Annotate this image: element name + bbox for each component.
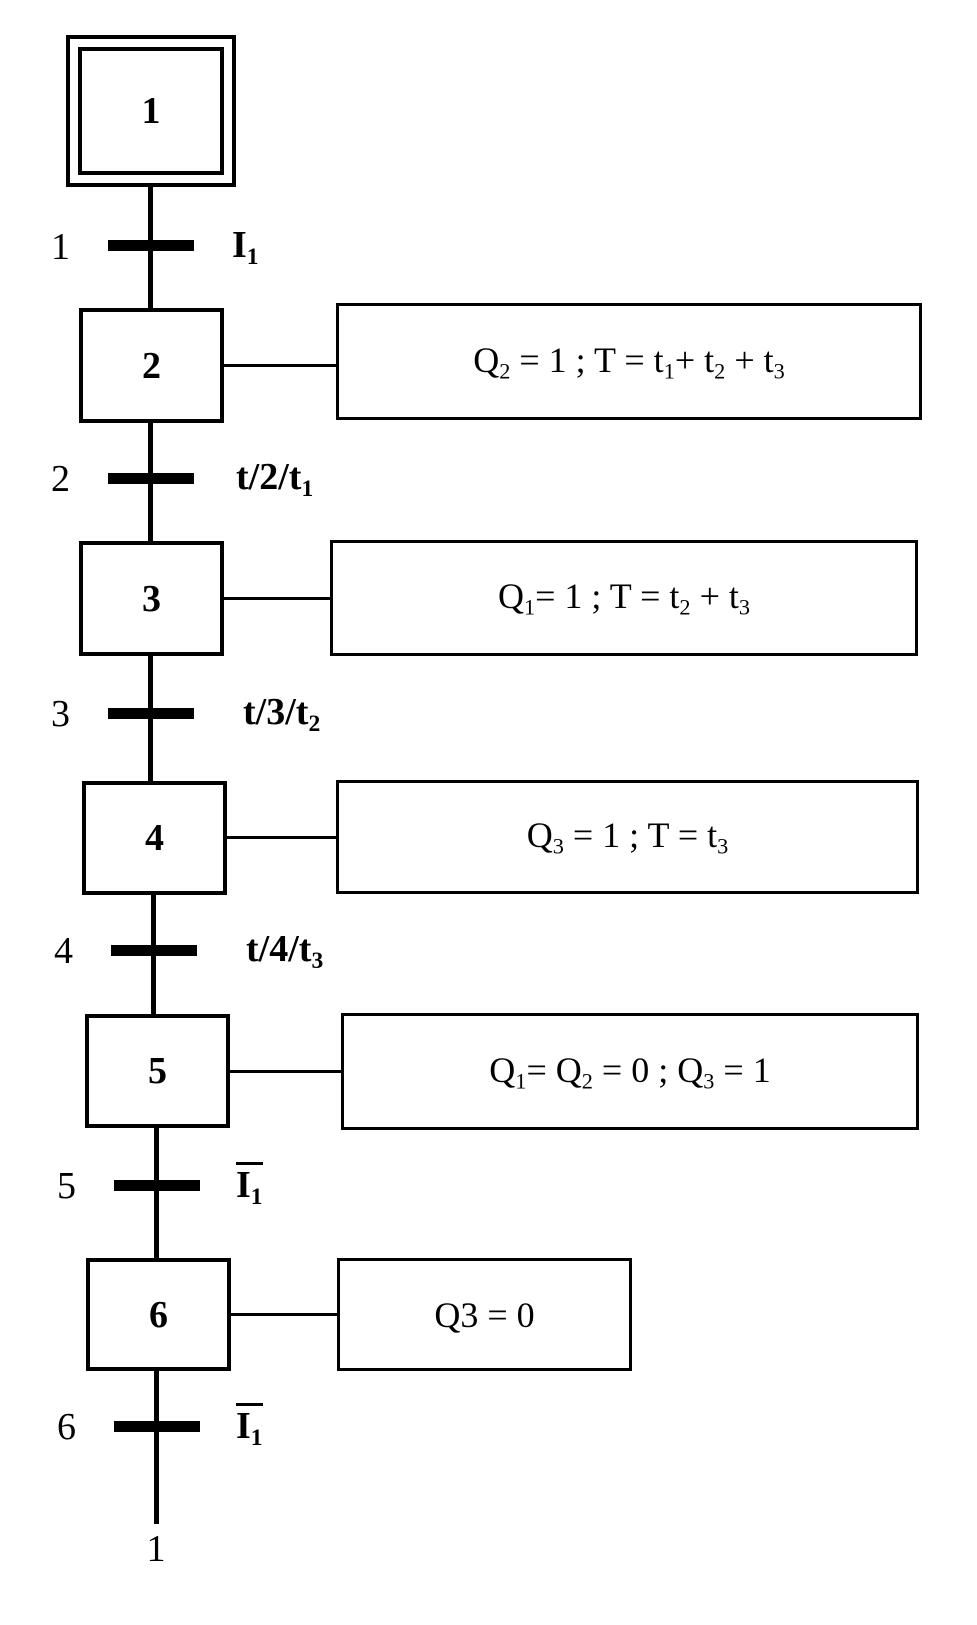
link-transition6-loopback — [154, 1432, 159, 1524]
link-step6-transition6 — [154, 1371, 159, 1424]
link-transition2-step3 — [148, 484, 153, 541]
step-box-4 — [82, 781, 227, 895]
transition-condition-2: $t/2/t_1$ — [236, 456, 314, 503]
step-label-1: 1 — [78, 47, 224, 175]
transition-bar-2 — [108, 473, 194, 484]
transition-bar-3 — [108, 708, 194, 719]
transition-number-6: 6 — [57, 1406, 76, 1448]
action-text-3: $Q_1= 1$ ; $T = t_2 + t_3$ — [497, 576, 751, 620]
action-text-6: Q3 = 0 — [434, 1294, 535, 1335]
transition-bar-1 — [108, 240, 194, 251]
step-box-1 — [66, 35, 236, 187]
transition-condition-6: $I_1$ — [236, 1405, 263, 1452]
action-link-6 — [231, 1313, 338, 1316]
action-box-6 — [337, 1258, 632, 1371]
transition-condition-4: $t/4/t_3$ — [246, 928, 324, 975]
transition-bar-6 — [114, 1421, 200, 1432]
step-box-5 — [85, 1014, 230, 1128]
action-text-5: $Q_1= Q_2 = 0$ ; $Q_3 = 1$ — [489, 1049, 771, 1094]
link-step1-transition1 — [148, 187, 153, 247]
action-text-4: $Q_3 = 1$ ; $T = t_3$ — [526, 815, 729, 859]
action-box-5 — [341, 1013, 919, 1130]
step-box-2 — [79, 308, 224, 423]
link-transition3-step4 — [148, 719, 153, 781]
action-link-2 — [224, 364, 337, 367]
step-label-6: 6 — [149, 1293, 168, 1336]
action-box-3 — [330, 540, 918, 656]
link-transition4-step5 — [151, 956, 156, 1014]
step-label-5: 5 — [148, 1050, 167, 1092]
transition-bar-4 — [111, 945, 197, 956]
link-transition5-step6 — [154, 1191, 159, 1258]
step-box-3 — [79, 541, 224, 656]
loop-back-label: 1 — [146, 1528, 166, 1570]
link-step4-transition4 — [151, 895, 156, 947]
transition-number-2: 2 — [51, 458, 70, 500]
action-text-2: $Q_2 = 1$ ; $T = t_1+ t_2 + t_3$ — [473, 339, 785, 384]
action-box-2 — [336, 303, 922, 420]
transition-number-1: 1 — [51, 226, 70, 268]
transition-condition-5: $I_1$ — [236, 1164, 263, 1211]
link-step5-transition5 — [154, 1128, 159, 1182]
action-box-4 — [336, 780, 919, 894]
link-transition1-step2 — [148, 251, 153, 308]
link-step2-transition2 — [148, 423, 153, 476]
link-step3-transition3 — [148, 656, 153, 710]
transition-bar-5 — [114, 1180, 200, 1191]
step-label-4: 4 — [145, 817, 164, 859]
transition-condition-3: $t/3/t_2$ — [243, 691, 321, 738]
transition-number-4: 4 — [54, 930, 73, 972]
step-label-2: 2 — [142, 344, 161, 387]
action-link-4 — [227, 836, 337, 839]
action-link-5 — [230, 1070, 342, 1073]
transition-condition-1: $I_1$ — [232, 224, 259, 271]
step-label-3: 3 — [142, 577, 161, 620]
transition-number-5: 5 — [57, 1165, 76, 1207]
transition-number-3: 3 — [51, 693, 70, 735]
step-box-6 — [86, 1258, 231, 1371]
action-link-3 — [224, 597, 331, 600]
